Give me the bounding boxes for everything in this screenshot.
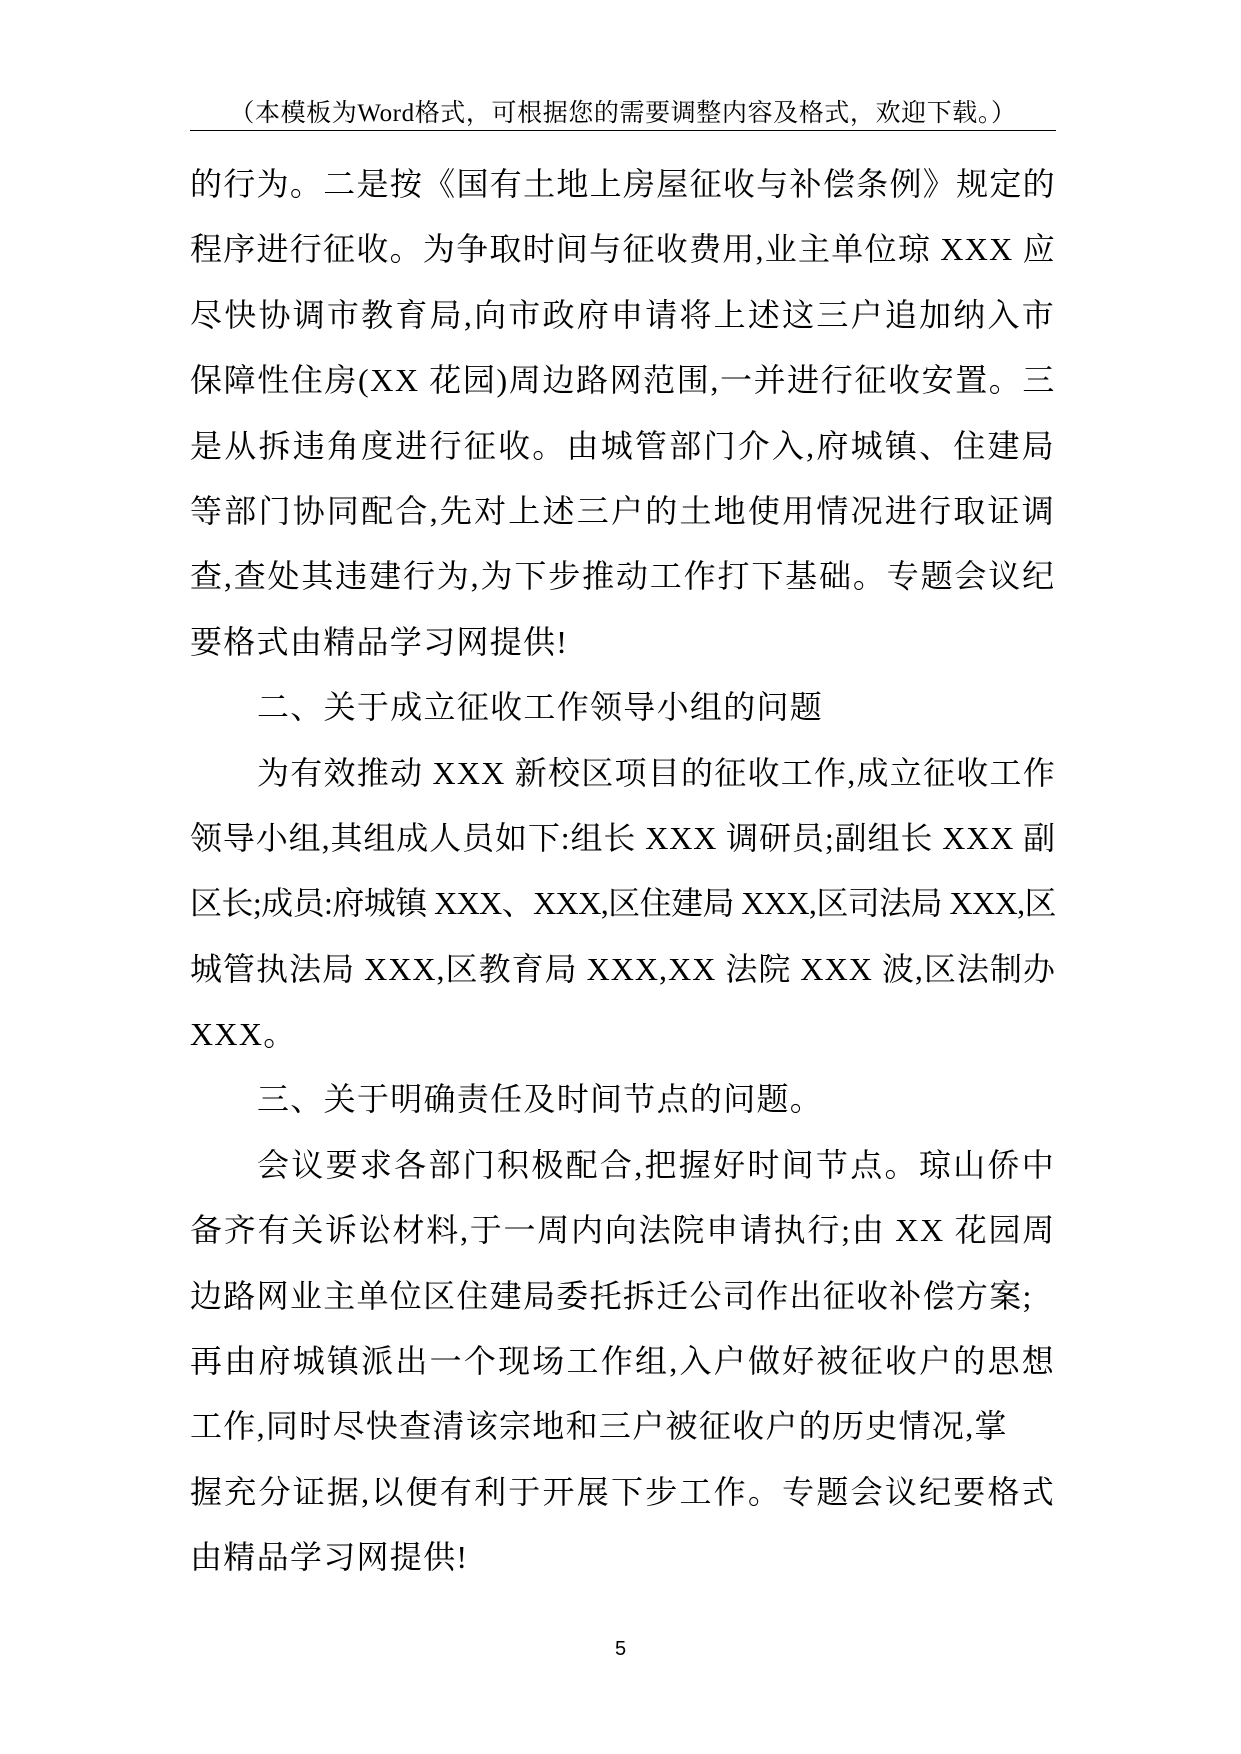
- body-line-text: 领导小组,其组成人员如下:组长 XXX 调研员;副组长 XXX 副: [190, 819, 1056, 856]
- body-line: [190, 479, 1056, 544]
- body-line-text: 要格式由精品学习网提供!: [190, 623, 569, 660]
- body-line: [190, 937, 1056, 1002]
- body-line-text: 尽快协调市教育局,向市政府申请将上述这三户追加纳入市: [190, 296, 1056, 333]
- body-line: [190, 871, 1056, 936]
- body-line: [190, 544, 1056, 609]
- body-line-text: 保障性住房(XX 花园)周边路网范围,一并进行征收安置。三: [190, 362, 1056, 399]
- body-line-text: XXX。: [190, 1016, 297, 1053]
- body-line: [190, 1002, 1056, 1067]
- body-line: [190, 610, 1056, 675]
- body-line: [190, 283, 1056, 348]
- body-line: [190, 1329, 1056, 1394]
- body-line-text: 查,查处其违建行为,为下步推动工作打下基础。专题会议纪: [190, 558, 1056, 595]
- body-line-text: 是从拆违角度进行征收。由城管部门介入,府城镇、住建局: [190, 427, 1056, 464]
- body-line: [190, 1264, 1056, 1329]
- section-heading-text: 二、关于成立征收工作领导小组的问题: [257, 689, 824, 726]
- body-line-text: 会议要求各部门积极配合,把握好时间节点。琼山侨中: [257, 1146, 1056, 1183]
- body-line: [190, 1394, 1056, 1459]
- body-line: [257, 675, 1056, 740]
- body-line-text: 程序进行征收。为争取时间与征收费用,业主单位琼 XXX 应: [190, 231, 1056, 268]
- body-line-text: 再由府城镇派出一个现场工作组,入户做好被征收户的思想: [190, 1343, 1056, 1380]
- body-line-text: 备齐有关诉讼材料,于一周内向法院申请执行;由 XX 花园周: [190, 1212, 1056, 1249]
- body-line-text: 握充分证据,以便有利于开展下步工作。专题会议纪要格式: [190, 1473, 1056, 1510]
- body-line-text: 等部门协同配合,先对上述三户的土地使用情况进行取证调: [190, 492, 1056, 529]
- body-line-text: 区长;成员:府城镇 XXX、XXX,区住建局 XXX,区司法局 XXX,区: [190, 885, 1056, 922]
- body-line: [190, 1460, 1056, 1525]
- paragraph: [190, 741, 1056, 1068]
- page-header-text: （本模板为Word格式，可根据您的需要调整内容及格式，欢迎下载。）: [229, 100, 1017, 127]
- body-line: [190, 414, 1056, 479]
- body-line: [190, 152, 1056, 217]
- section-heading: [190, 675, 1056, 740]
- page-header: [190, 98, 1056, 131]
- body-line: [257, 741, 1056, 806]
- page-number: 5: [614, 1638, 627, 1660]
- paragraph: [190, 1133, 1056, 1591]
- body-line-text: 的行为。二是按《国有土地上房屋征收与补偿条例》规定的: [190, 166, 1056, 202]
- body-line: [190, 1198, 1056, 1263]
- paragraph: [190, 152, 1056, 675]
- body-line-text: 城管执法局 XXX,区教育局 XXX,XX 法院 XXX 波,区法制办: [190, 950, 1056, 987]
- body-line: [190, 348, 1056, 413]
- body-line: [190, 1525, 1056, 1590]
- body-line: [257, 1133, 1056, 1198]
- section-heading-text: 三、关于明确责任及时间节点的问题。: [257, 1081, 824, 1118]
- document-body: [190, 152, 1056, 1591]
- body-line-text: 边路网业主单位区住建局委托拆迁公司作出征收补偿方案;: [190, 1277, 1033, 1314]
- body-line: [190, 806, 1056, 871]
- body-line: [190, 217, 1056, 282]
- section-heading: [190, 1067, 1056, 1132]
- body-line: [257, 1067, 1056, 1132]
- body-line-text: 工作,同时尽快查清该宗地和三户被征收户的历史情况,掌: [190, 1408, 1008, 1445]
- body-line-text: 为有效推动 XXX 新校区项目的征收工作,成立征收工作: [257, 754, 1056, 791]
- body-line-text: 由精品学习网提供!: [190, 1539, 469, 1576]
